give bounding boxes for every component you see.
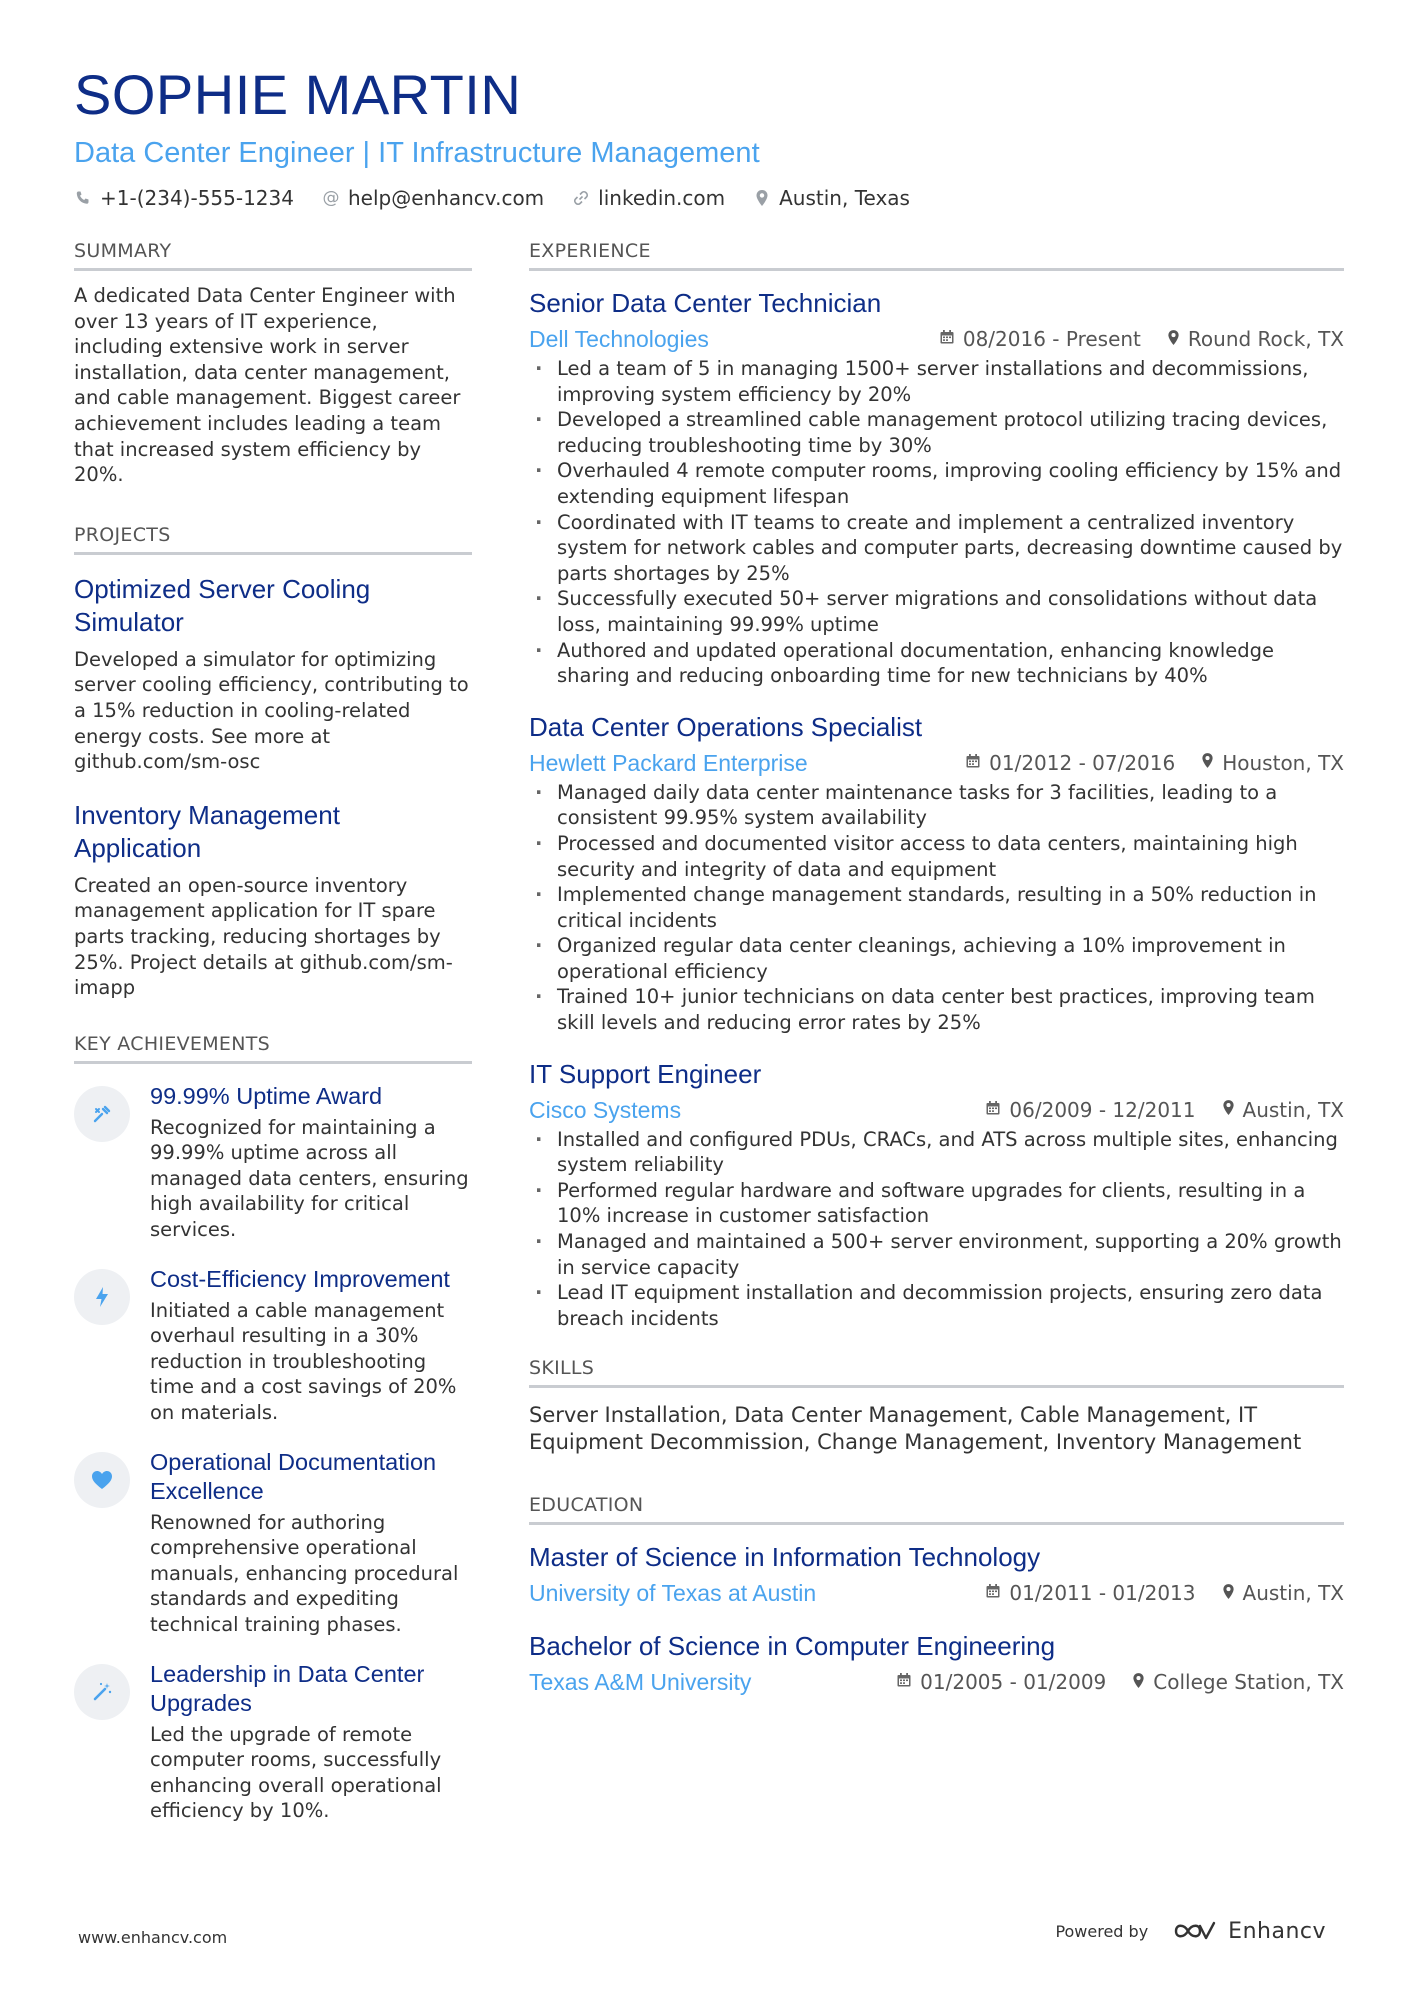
achievement-item [74, 1082, 472, 1243]
achievement-item [74, 1265, 472, 1426]
job-dates: 01/2012 - 07/2016 [989, 750, 1176, 775]
right-column [529, 238, 1344, 1719]
school-name: Texas A&M University [529, 1669, 752, 1696]
job-bullet: · Overhauled 4 remote computer rooms, improving cooling efficiency by 15% and extending equipment lifespan [529, 458, 1344, 509]
degree-title: Master of Science in Information Technology [529, 1542, 1041, 1573]
education-location: College Station, TX [1153, 1670, 1344, 1695]
enhancv-logo[interactable] [1172, 1918, 1326, 1944]
link-icon [572, 190, 590, 206]
powered-by-label: Powered by [1055, 1921, 1149, 1941]
job-entry [529, 1058, 1344, 1332]
degree-title: Bachelor of Science in Computer Engineering [529, 1631, 1056, 1662]
achievement-item [74, 1660, 472, 1824]
achievements-section [74, 1031, 472, 1824]
contact-bar [74, 186, 1344, 210]
job-bullet: · Successfully executed 50+ server migrations and consolidations without data loss, maintaining 99.99% uptime [529, 586, 1344, 637]
achievement-title: Cost-Efficiency Improvement [150, 1265, 450, 1292]
achievement-title: Operational Documentation Excellence [150, 1448, 437, 1504]
calendar-icon [896, 1672, 912, 1692]
achievement-title: Leadership in Data Center Upgrades [150, 1660, 425, 1716]
location-pin-icon [1201, 752, 1214, 773]
candidate-name: SOPHIE MARTIN [74, 63, 522, 126]
achievement-description: Recognized for maintaining a 99.99% uptime across all managed data centers, ensuring high availability for critical services. [150, 1115, 469, 1242]
location-text: Austin, Texas [779, 186, 910, 210]
achievement-item [74, 1448, 472, 1638]
experience-section [529, 238, 1344, 1331]
job-title: Data Center Operations Specialist [529, 711, 923, 742]
achievements-heading: KEY ACHIEVEMENTS [74, 1031, 472, 1064]
achievement-description: Initiated a cable management overhaul resulting in a 30% reduction in troubleshooting time and a cost savings of 20% on materials. [150, 1298, 457, 1425]
project-description: Developed a simulator for optimizing server cooling efficiency, contributing to a 15% reduction in cooling-related energy costs. See more at github.com/sm-osc [74, 647, 469, 774]
project-title: Inventory Management Application [74, 799, 340, 863]
calendar-icon [985, 1100, 1001, 1120]
job-meta [529, 748, 1344, 778]
job-dates: 06/2009 - 12/2011 [1009, 1097, 1196, 1122]
heart-icon [74, 1452, 130, 1508]
job-bullets [529, 1127, 1344, 1332]
job-title: IT Support Engineer [529, 1058, 762, 1089]
job-bullet: · Led a team of 5 in managing 1500+ server installations and decommissions, improving system efficiency by 20% [529, 356, 1344, 407]
calendar-icon [965, 753, 981, 773]
job-meta [529, 324, 1344, 354]
job-bullets [529, 356, 1344, 689]
projects-section [74, 522, 472, 1001]
contact-linkedin[interactable] [572, 186, 725, 210]
job-location: Austin, TX [1242, 1097, 1344, 1122]
at-sign-icon: @ [322, 188, 340, 208]
project-description: Created an open-source inventory management application for IT spare parts tracking, reducing shortages by 25%. Project details at github.com/sm-imapp [74, 873, 453, 1000]
project-item [74, 799, 472, 1001]
location-pin-icon [753, 189, 771, 207]
phone-icon [74, 190, 92, 206]
summary-heading: SUMMARY [74, 238, 472, 271]
job-bullet: · Managed daily data center maintenance tasks for 3 facilities, leading to a consistent 99.95% system availability [529, 780, 1344, 831]
summary-section [74, 238, 472, 488]
resume-header [74, 58, 1344, 210]
location-pin-icon [1132, 1672, 1145, 1693]
education-heading: EDUCATION [529, 1492, 1344, 1525]
job-bullet: · Authored and updated operational documentation, enhancing knowledge sharing and reducing onboarding time for new technicians by 40% [529, 638, 1344, 689]
project-item [74, 573, 472, 775]
job-location: Round Rock, TX [1187, 327, 1344, 351]
achievement-description: Renowned for authoring comprehensive operational manuals, enhancing procedural standards and expediting technical training phases. [150, 1510, 459, 1636]
email-text: help@enhancv.com [347, 186, 545, 210]
location-pin-icon [1222, 1099, 1235, 1120]
contact-location [753, 186, 910, 210]
job-entry [529, 711, 1344, 1036]
job-bullet: · Performed regular hardware and software upgrades for clients, resulting in a 10% increase in customer satisfaction [529, 1178, 1344, 1229]
job-bullet: · Coordinated with IT teams to create and implement a centralized inventory system for network cables and computer parts, decreasing downtime caused by parts shortages by 25% [529, 510, 1344, 587]
company-name: Hewlett Packard Enterprise [529, 749, 808, 776]
calendar-icon [939, 329, 955, 349]
magic-wand-icon [74, 1664, 130, 1720]
job-location: Houston, TX [1222, 750, 1344, 775]
achievement-description: Led the upgrade of remote computer rooms, successfully enhancing overall operational efficiency by 10%. [150, 1722, 442, 1823]
job-bullet: · Organized regular data center cleanings, achieving a 10% improvement in operational efficiency [529, 933, 1344, 984]
experience-heading: EXPERIENCE [529, 238, 1344, 271]
company-name: Cisco Systems [529, 1096, 682, 1123]
skills-section [529, 1355, 1344, 1456]
company-name: Dell Technologies [529, 326, 709, 352]
location-pin-icon [1222, 1583, 1235, 1604]
job-meta [529, 1095, 1344, 1125]
projects-heading: PROJECTS [74, 522, 472, 555]
contact-phone[interactable] [74, 186, 294, 210]
calendar-icon [985, 1583, 1001, 1603]
job-bullet: · Installed and configured PDUs, CRACs, and ATS across multiple sites, enhancing system reliability [529, 1127, 1344, 1178]
candidate-headline: Data Center Engineer | IT Infrastructure Management [74, 137, 760, 169]
job-bullet: · Managed and maintained a 500+ server environment, supporting a 20% growth in service capacity [529, 1229, 1344, 1280]
job-dates: 08/2016 - Present [962, 327, 1141, 351]
job-entry [529, 287, 1344, 689]
job-bullet: · Trained 10+ junior technicians on data center best practices, improving team skill levels and reducing error rates by 25% [529, 984, 1344, 1035]
brand-name: Enhancv [1228, 1918, 1326, 1944]
job-bullet: · Developed a streamlined cable management protocol utilizing tracing devices, reducing troubleshooting time by 30% [529, 407, 1344, 458]
education-entry [529, 1541, 1344, 1608]
enhancv-logo-icon [1172, 1918, 1218, 1944]
skills-text: Server Installation, Data Center Management, Cable Management, IT Equipment Decommission, Change Management, Inventory Management [529, 1403, 1302, 1455]
project-title: Optimized Server Cooling Simulator [74, 573, 371, 637]
job-bullet: · Processed and documented visitor access to data centers, maintaining high security and integrity of data and equipment [529, 831, 1344, 882]
skills-heading: SKILLS [529, 1355, 1344, 1388]
education-dates: 01/2011 - 01/2013 [1009, 1581, 1196, 1606]
location-pin-icon [1167, 329, 1180, 350]
summary-text: A dedicated Data Center Engineer with over 13 years of IT experience, including extensive work in server installation, data center management, and cable management. Biggest career achievement includes leading a team that increased system efficiency by 20%. [74, 284, 461, 487]
job-title: Senior Data Center Technician [529, 288, 882, 318]
linkedin-text: linkedin.com [598, 186, 726, 210]
job-bullet: · Implemented change management standards, resulting in a 50% reduction in critical incidents [529, 882, 1344, 933]
achievement-title: 99.99% Uptime Award [150, 1082, 383, 1109]
education-entry [529, 1630, 1344, 1697]
phone-text: +1-(234)-555-1234 [100, 186, 294, 210]
education-dates: 01/2005 - 01/2009 [920, 1670, 1107, 1695]
tools-icon [74, 1086, 130, 1142]
footer-branding [1055, 1918, 1326, 1944]
footer-website[interactable]: www.enhancv.com [78, 1928, 228, 1947]
education-section [529, 1492, 1344, 1697]
job-bullets [529, 780, 1344, 1036]
contact-email[interactable] [322, 186, 544, 210]
left-column [74, 238, 472, 1846]
job-bullet: · Lead IT equipment installation and decommission projects, ensuring zero data breach incidents [529, 1280, 1344, 1331]
school-name: University of Texas at Austin [529, 1580, 817, 1607]
education-location: Austin, TX [1242, 1581, 1344, 1606]
lightning-icon [74, 1269, 130, 1325]
